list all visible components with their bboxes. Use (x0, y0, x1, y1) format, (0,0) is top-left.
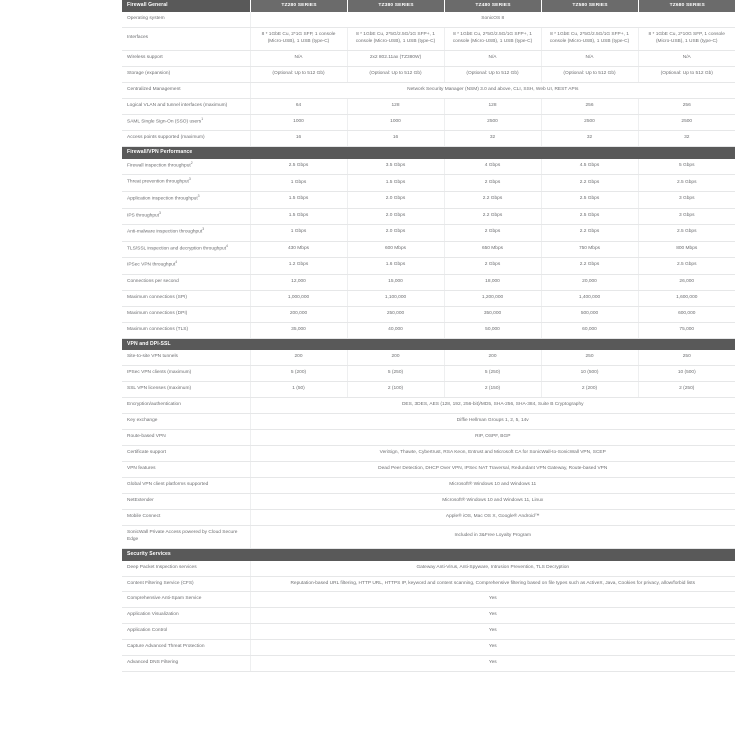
row-value-cell: 600,000 (638, 306, 735, 322)
row-value-merged: Included in 3&Free Loyalty Program (250, 525, 735, 548)
row-value-merged: Network Security Manager (NSM) 3.0 and above, CLI, SSH, Web UI, REST APIs (250, 82, 735, 98)
section-header-filler (347, 147, 444, 159)
row-value-cell: 2.5 Gbps (638, 175, 735, 192)
footnote-marker: 3 (197, 193, 200, 198)
row-label-text: Site-to-site VPN tunnels (127, 354, 178, 360)
table-row (122, 493, 735, 509)
row-label-text: Wireless support (127, 54, 163, 60)
row-label (122, 82, 250, 98)
row-label-text: Firewall inspection throughput (127, 163, 191, 169)
row-value-cell: 18,000 (444, 274, 541, 290)
row-label-text: Application Control (127, 628, 168, 634)
row-label-text: Maximum connections (TLS) (127, 326, 189, 332)
row-value-cell: N/A (250, 50, 347, 66)
row-label (122, 608, 250, 624)
row-value-cell: N/A (541, 50, 638, 66)
row-label-text: Comprehensive Anti-Spam Service (127, 596, 202, 602)
row-label-text: IPSec VPN clients (maximum) (127, 370, 192, 376)
row-label-text: Storage (expansion) (127, 70, 171, 76)
footnote-marker: 3 (159, 210, 161, 215)
footnote-marker: 4 (226, 243, 228, 248)
row-label (122, 382, 250, 398)
section-header-filler (638, 548, 735, 560)
row-label (122, 50, 250, 66)
row-value-cell: 430 Mbps (250, 241, 347, 258)
row-value-cell: 1000 (347, 114, 444, 131)
table-row (122, 509, 735, 525)
table-row (122, 430, 735, 446)
row-label-text: Connections per second (127, 278, 179, 284)
table-row (122, 82, 735, 98)
row-label (122, 414, 250, 430)
row-label (122, 114, 250, 131)
row-label (122, 225, 250, 242)
table-row (122, 27, 735, 50)
section-title: Security Services (122, 548, 250, 560)
section-title: VPN and DPI-SSL (122, 338, 250, 350)
table-row (122, 525, 735, 548)
row-value-cell: 1.2 Gbps (250, 258, 347, 275)
row-value-cell: 5 (250) (347, 366, 444, 382)
row-label-text: Advanced DNS Filtering (127, 660, 179, 666)
row-label (122, 640, 250, 656)
row-value-merged: Apple® iOS, Mac OS X, Google® Android™ (250, 509, 735, 525)
row-value-cell: 1 (50) (250, 382, 347, 398)
table-row (122, 159, 735, 175)
section-header-filler (250, 147, 347, 159)
row-value-cell: 8 * 1GbE Cu, 2*1G SFP, 1 console (Micro-USB), 1 USB (type-C) (250, 27, 347, 50)
row-value-cell: 32 (444, 131, 541, 147)
table-row (122, 274, 735, 290)
row-label-text: Centralized Management (127, 86, 181, 92)
row-value-cell: 650 Mbps (444, 241, 541, 258)
row-value-cell: 12,000 (250, 274, 347, 290)
row-value-cell: (Optional: Up to 512 Gb) (444, 66, 541, 82)
row-value-cell: 1 Gbps (250, 225, 347, 242)
row-value-cell: 200 (347, 350, 444, 365)
table-row (122, 290, 735, 306)
row-value-merged: Dead Peer Detection, DHCP Over VPN, IPSec NAT Traversal, Redundant VPN Gateway, Route-based VPN (250, 462, 735, 478)
table-row (122, 50, 735, 66)
column-header-4: TZ580 SERIES (541, 0, 638, 12)
row-label-text: Operating system (127, 15, 165, 21)
row-value-cell: 4.5 Gbps (541, 159, 638, 175)
row-value-cell: 8 * 1GbE Cu, 2*10G SFP, 1 console (Micro-USB), 1 USB (type-C) (638, 27, 735, 50)
section-header-filler (638, 338, 735, 350)
row-value-cell: 2.2 Gbps (444, 191, 541, 208)
row-label-text: Application inspection throughput (127, 196, 198, 202)
section-header-filler (444, 548, 541, 560)
table-row (122, 592, 735, 608)
row-value-cell: 2.0 Gbps (347, 191, 444, 208)
section-header-filler (541, 548, 638, 560)
row-label-text: VPN features (127, 466, 156, 472)
row-label (122, 366, 250, 382)
row-value-cell: 3.5 Gbps (347, 159, 444, 175)
row-label (122, 241, 250, 258)
row-value-cell: 128 (444, 98, 541, 114)
table-row (122, 208, 735, 225)
table-row (122, 225, 735, 242)
row-value-merged: Reputation-based URL filtering, HTTP URL, HTTPS IP, keyword and content scanning, Comprehensive filtering based on file types such as ActiveX, Java, Cookies for privacy, allow/forbid lists (250, 576, 735, 592)
table-row (122, 576, 735, 592)
table-row (122, 191, 735, 208)
row-value-cell: 2.2 Gbps (541, 258, 638, 275)
row-value-cell: 26,000 (638, 274, 735, 290)
row-value-cell: 2.2 Gbps (541, 175, 638, 192)
row-value-cell: 2.2 Gbps (541, 225, 638, 242)
row-value-cell: 5 Gbps (638, 159, 735, 175)
footnote-marker: 3 (202, 227, 205, 232)
section-title: Firewall General (122, 0, 250, 12)
table-row (122, 258, 735, 275)
section-header-row (122, 147, 735, 159)
row-value-cell: 1.6 Gbps (347, 258, 444, 275)
row-label (122, 446, 250, 462)
column-header-1: TZ280 SERIES (250, 0, 347, 12)
row-label-text: Interfaces (127, 35, 149, 41)
row-value-merged: SonicOS 8 (250, 12, 735, 27)
row-value-merged: Gateway Anti-Virus, Anti-Spyware, Intrusion Prevention, TLS Decryption (250, 561, 735, 576)
row-label-text: Global VPN client platforms supported (127, 481, 209, 487)
row-value-merged: Microsoft® Windows 10 and Windows 11, Linux (250, 493, 735, 509)
row-value-cell: 2500 (541, 114, 638, 131)
row-value-cell: 40,000 (347, 322, 444, 338)
row-value-cell: 256 (638, 98, 735, 114)
row-label (122, 477, 250, 493)
row-label-text: Route-based VPN (127, 434, 166, 440)
row-value-cell: 1 Gbps (250, 175, 347, 192)
table-row (122, 350, 735, 365)
column-header-5: TZ680 SERIES (638, 0, 735, 12)
row-value-merged: VeriSign, Thawte, Cybertrust, RSA Keon, Entrust and Microsoft CA for SonicWall-to-SonicWall VPN, SCEP (250, 446, 735, 462)
row-label (122, 462, 250, 478)
row-value-cell: 2500 (444, 114, 541, 131)
table-row (122, 382, 735, 398)
row-value-cell: 1000 (250, 114, 347, 131)
row-value-cell: 250 (541, 350, 638, 365)
section-header-filler (444, 147, 541, 159)
row-label (122, 274, 250, 290)
row-label (122, 322, 250, 338)
section-header-row (122, 0, 735, 12)
row-value-cell: 350,000 (444, 306, 541, 322)
row-label-text: Application Visualization (127, 612, 179, 618)
row-value-merged: Microsoft® Windows 10 and Windows 11 (250, 477, 735, 493)
row-value-cell: 2 Gbps (444, 258, 541, 275)
table-row (122, 66, 735, 82)
row-value-cell: 35,000 (250, 322, 347, 338)
row-label (122, 398, 250, 414)
row-value-cell: 1.5 Gbps (347, 175, 444, 192)
column-header-3: TZ480 SERIES (444, 0, 541, 12)
row-label-text: IPSec VPN throughput (127, 262, 176, 268)
row-value-cell: (Optional: Up to 512 Gb) (541, 66, 638, 82)
row-value-merged: Yes (250, 640, 735, 656)
row-label (122, 290, 250, 306)
row-label (122, 98, 250, 114)
row-value-cell: 128 (347, 98, 444, 114)
table-row (122, 12, 735, 27)
section-header-filler (541, 147, 638, 159)
table-row (122, 98, 735, 114)
row-value-cell: 10 (500) (638, 366, 735, 382)
table-row (122, 114, 735, 131)
table-row (122, 624, 735, 640)
row-label-text: Certificate support (127, 450, 166, 456)
row-value-cell: 1,600,000 (638, 290, 735, 306)
footnote-marker: 1 (201, 116, 204, 121)
section-header-filler (347, 548, 444, 560)
row-value-cell: 15,000 (347, 274, 444, 290)
row-value-merged: Yes (250, 656, 735, 672)
row-value-cell: 16 (347, 131, 444, 147)
row-label (122, 12, 250, 27)
footnote-marker: 2 (190, 160, 193, 165)
table-row (122, 241, 735, 258)
row-value-cell: 1,100,000 (347, 290, 444, 306)
column-header-2: TZ380 SERIES (347, 0, 444, 12)
row-label (122, 208, 250, 225)
table-row (122, 414, 735, 430)
row-label (122, 561, 250, 576)
row-label-text: SSL VPN licenses (maximum) (127, 386, 192, 392)
table-row (122, 561, 735, 576)
row-label (122, 624, 250, 640)
row-value-cell: 2 (100) (347, 382, 444, 398)
row-value-cell: 60,000 (541, 322, 638, 338)
specification-table (122, 0, 735, 672)
section-header-row (122, 338, 735, 350)
row-label-text: Deep Packet Inspection services (127, 564, 197, 570)
section-header-filler (541, 338, 638, 350)
row-label (122, 493, 250, 509)
footnote-marker: 4 (175, 260, 178, 265)
row-label-text: Content Filtering Service (CFS) (127, 580, 194, 586)
row-value-merged: Yes (250, 624, 735, 640)
row-value-cell: 2.5 Gbps (638, 258, 735, 275)
row-value-cell: 2.5 Gbps (250, 159, 347, 175)
row-value-merged: Yes (250, 592, 735, 608)
row-value-cell: 16 (250, 131, 347, 147)
row-label (122, 258, 250, 275)
row-value-cell: N/A (444, 50, 541, 66)
row-label-text: Access points supported (maximum) (127, 135, 205, 141)
row-value-cell: 2 Gbps (444, 175, 541, 192)
row-value-cell: 2 (200) (541, 382, 638, 398)
table-row (122, 131, 735, 147)
row-value-cell: 1,200,000 (444, 290, 541, 306)
row-value-cell: 500,000 (541, 306, 638, 322)
row-value-cell: 8 * 1GbE Cu, 2*5G/2.5G/1G SFP+, 1 console (Micro-USB), 1 USB (type-C) (541, 27, 638, 50)
table-row (122, 306, 735, 322)
row-label (122, 175, 250, 192)
row-value-cell: 750 Mbps (541, 241, 638, 258)
table-row (122, 640, 735, 656)
row-label (122, 509, 250, 525)
row-value-cell: 2.5 Gbps (638, 225, 735, 242)
row-value-cell: 5 (200) (250, 366, 347, 382)
row-label (122, 525, 250, 548)
row-value-cell: 250,000 (347, 306, 444, 322)
row-label-text: Mobile Connect (127, 513, 161, 519)
row-value-cell: 1.5 Gbps (250, 191, 347, 208)
row-value-cell: (Optional: Up to 512 Gb) (250, 66, 347, 82)
row-label-text: Key exchange (127, 418, 158, 424)
section-header-row (122, 548, 735, 560)
section-header-filler (250, 338, 347, 350)
row-label-text: IPS throughput (127, 213, 160, 219)
section-title: Firewall/VPN Performance (122, 147, 250, 159)
row-value-cell: 2x2 802.11ax (TZ380W) (347, 50, 444, 66)
row-label (122, 66, 250, 82)
row-value-cell: 1,000,000 (250, 290, 347, 306)
row-label (122, 576, 250, 592)
row-value-cell: 256 (541, 98, 638, 114)
row-value-cell: 200 (250, 350, 347, 365)
row-label-text: TLS/SSL inspection and decryption throughput (127, 246, 227, 252)
row-label-text: Capture Advanced Threat Protection (127, 644, 205, 650)
row-value-cell: 8 * 1GbE Cu, 2*5G/2.5G/1G SFP+, 1 console (Micro-USB), 1 USB (type-C) (444, 27, 541, 50)
row-value-cell: 10 (500) (541, 366, 638, 382)
row-value-cell: N/A (638, 50, 735, 66)
row-label (122, 350, 250, 365)
row-label-text: Encryption/authentication (127, 402, 181, 408)
table-row (122, 608, 735, 624)
row-label-text: SonicWall Private Access powered by Cloud Secure Edge (127, 529, 238, 542)
row-value-cell: (Optional: Up to 512 Gb) (347, 66, 444, 82)
row-value-cell: 1,400,000 (541, 290, 638, 306)
footnote-marker: 3 (188, 177, 191, 182)
row-value-cell: 200,000 (250, 306, 347, 322)
row-value-cell: 75,000 (638, 322, 735, 338)
table-row (122, 175, 735, 192)
section-header-filler (250, 548, 347, 560)
row-value-cell: 64 (250, 98, 347, 114)
row-label-text: Maximum connections (DPI) (127, 310, 188, 316)
row-value-cell: 600 Mbps (347, 241, 444, 258)
table-row (122, 446, 735, 462)
row-label (122, 430, 250, 446)
table-row (122, 322, 735, 338)
row-value-cell: 50,000 (444, 322, 541, 338)
row-value-cell: 800 Mbps (638, 241, 735, 258)
row-value-cell: 1.5 Gbps (250, 208, 347, 225)
row-label-text: Anti-malware inspection throughput (127, 229, 203, 235)
row-label (122, 27, 250, 50)
row-label-text: Threat prevention throughput (127, 180, 189, 185)
row-value-cell: 2.0 Gbps (347, 225, 444, 242)
table-row (122, 398, 735, 414)
row-label-text: NetExtender (127, 497, 154, 503)
row-value-cell: 32 (638, 131, 735, 147)
row-label (122, 191, 250, 208)
row-value-cell: (Optional: Up to 512 Gb) (638, 66, 735, 82)
row-value-merged: Yes (250, 608, 735, 624)
row-value-cell: 8 * 1GbE Cu, 2*5G/2.5G/1G SFP+, 1 console (Micro-USB), 1 USB (type-C) (347, 27, 444, 50)
row-value-cell: 200 (444, 350, 541, 365)
row-value-cell: 2 (250) (638, 382, 735, 398)
row-value-cell: 3 Gbps (638, 191, 735, 208)
row-value-cell: 32 (541, 131, 638, 147)
row-value-merged: RIP, OSPF, BGP (250, 430, 735, 446)
row-value-cell: 2.2 Gbps (444, 208, 541, 225)
row-value-cell: 250 (638, 350, 735, 365)
row-value-cell: 2.5 Gbps (541, 208, 638, 225)
row-value-cell: 2 (150) (444, 382, 541, 398)
row-label (122, 131, 250, 147)
row-label-text: Maximum connections (SPI) (127, 294, 187, 300)
row-label (122, 592, 250, 608)
row-value-cell: 20,000 (541, 274, 638, 290)
section-header-filler (347, 338, 444, 350)
section-header-filler (638, 147, 735, 159)
row-value-merged: Diffie Hellman Groups 1, 2, 5, 14v (250, 414, 735, 430)
section-header-filler (444, 338, 541, 350)
row-value-cell: 4 Gbps (444, 159, 541, 175)
table-row (122, 366, 735, 382)
row-label-text: Logical VLAN and tunnel interfaces (maximum) (127, 102, 228, 108)
table-row (122, 477, 735, 493)
row-label-text: SAML Single Sign-On (SSO) users (127, 119, 202, 125)
row-value-cell: 2.5 Gbps (541, 191, 638, 208)
row-value-cell: 3 Gbps (638, 208, 735, 225)
row-label (122, 306, 250, 322)
row-value-cell: 2500 (638, 114, 735, 131)
row-value-cell: 2 Gbps (444, 225, 541, 242)
row-value-cell: 2.0 Gbps (347, 208, 444, 225)
row-value-cell: 5 (250) (444, 366, 541, 382)
row-label (122, 656, 250, 672)
row-value-merged: DES, 3DES, AES (128, 192, 256-bit)/MD5, SHA-256, SHA-384, Suite B Cryptography (250, 398, 735, 414)
row-label (122, 159, 250, 175)
table-row (122, 656, 735, 672)
table-row (122, 462, 735, 478)
